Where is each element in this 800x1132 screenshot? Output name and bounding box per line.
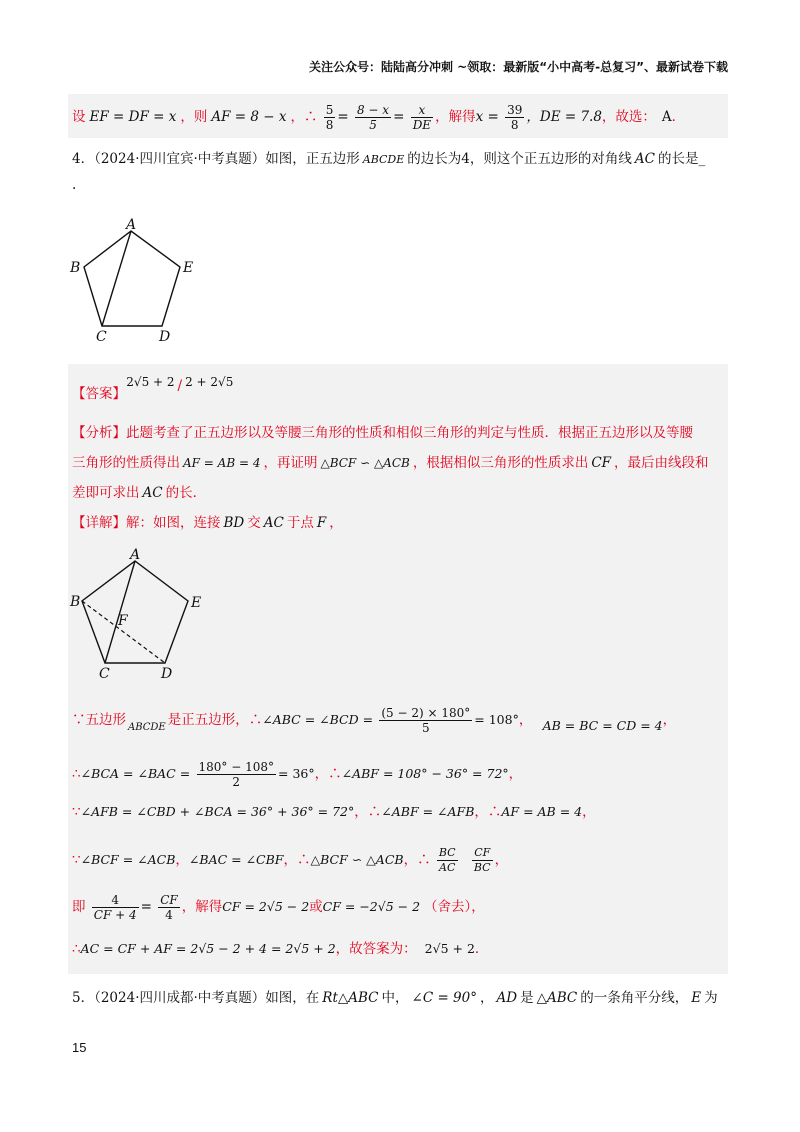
vertex-label-b: B <box>70 594 81 610</box>
diagonal-bd-dashed <box>82 601 165 663</box>
step-1: ∵五边形 $_{ABCDE}$ 是正五边形，∴∠ABC = ∠BCD = $\frac{(5 - 2) \times 180^\circ}{5}$ = 108°， AB = BC = CD = 4， <box>72 706 677 735</box>
analysis-line-3: 差即可求出 AC 的长． <box>72 485 207 501</box>
vertex-label-e: E <box>183 260 194 276</box>
pentagon-shape <box>82 561 188 663</box>
fraction: $\frac{8 - x}{5}$ <box>356 103 390 132</box>
detail-tag: 【详解】 <box>72 515 126 531</box>
question-4-end: . <box>72 177 77 193</box>
vertex-label-e: E <box>191 595 202 611</box>
vertex-label-a: A <box>130 547 141 563</box>
fraction: $\frac{x}{DE}$ <box>412 103 432 132</box>
prev-solution-line: 设 EF = DF = x ，则 AF = 8 − x ，∴ $\frac{5}{8}$ = $\frac{8 - x}{5}$ = $\frac{x}{DE}$ ，解得x = $\frac{39}{8}$ ，DE = 7.8，故选： A． <box>72 103 686 132</box>
vertex-label-b: B <box>70 260 81 276</box>
fraction: $\frac{39}{8}$ <box>507 103 523 132</box>
fraction: $\frac{5}{8}$ <box>325 103 334 132</box>
vertex-label-c: C <box>96 329 107 345</box>
pentagon-shape <box>84 231 180 326</box>
question-4: 4．（2024·四川宜宾·中考真题）如图，正五边形 ABCDE 的边长为4，则这个正五边形的对角线 AC 的长是_ <box>72 151 706 167</box>
vertex-label-a: A <box>126 217 137 233</box>
step-5: 即 $\frac{4}{CF + 4}$ = $\frac{CF}{4}$ ，解得CF = 2√5 − 2或CF = −2√5 − 2 （舍去）， <box>72 893 485 922</box>
vertex-label-d: D <box>161 666 173 680</box>
analysis-line-2: 三角形的性质得出 AF = AB = 4 ，再证明 △BCF ∽ △ACB ，根据相似三角形的性质求出 CF ，最后由线段和 <box>72 455 709 471</box>
vertex-label-d: D <box>159 329 171 345</box>
question-5: 5．（2024·四川成都·中考真题）如图，在 Rt△ABC 中， ∠C = 90° ， AD 是 △ABC 的一条角平分线， E 为 <box>72 990 718 1006</box>
page-number: 15 <box>72 1040 87 1055</box>
page-header: 关注公众号：陆陆高分冲刺 ~领取：最新版“小中高考-总复习”、最新试卷下载 <box>309 60 728 74</box>
point-label-f: F <box>118 613 128 629</box>
step-2: ∴∠BCA = ∠BAC = $\frac{180^\circ - 108^\circ}{2}$ = 36°，∴∠ABF = 108° − 36° = 72°， <box>72 760 523 789</box>
step-6: ∴AC = CF + AF = 2√5 − 2 + 4 = 2√5 + 2，故答案为： 2√5 + 2． <box>72 941 489 957</box>
detail-line: 【详解】解：如图，连接 BD 交 AC 于点 F ， <box>72 515 343 531</box>
analysis-line-1: 【分析】此题考查了正五边形以及等腰三角形的性质和相似三角形的判定与性质．根据正五边形以及等腰 <box>72 425 693 441</box>
diagonal-ac <box>102 231 131 326</box>
step-4: ∵∠BCF = ∠ACB，∠BAC = ∠CBF，∴△BCF ∽ △ACB，∴ $\frac{BC}{AC}$ $\frac{CF}{BC}$ ， <box>72 846 509 874</box>
answer-tag: 【答案】 <box>72 386 126 402</box>
diagonal-ac <box>105 561 135 663</box>
pentagon-figure-1 <box>68 215 208 345</box>
pentagon-figure-2 <box>68 545 208 680</box>
answer-line: 【答案】 2√5 + 2 / 2 + 2√5 <box>72 375 234 402</box>
step-3: ∵∠AFB = ∠CBD + ∠BCA = 36° + 36° = 72°，∴∠ABF = ∠AFB，∴AF = AB = 4， <box>72 804 596 820</box>
vertex-label-c: C <box>99 666 110 680</box>
analysis-tag: 【分析】 <box>72 425 126 441</box>
